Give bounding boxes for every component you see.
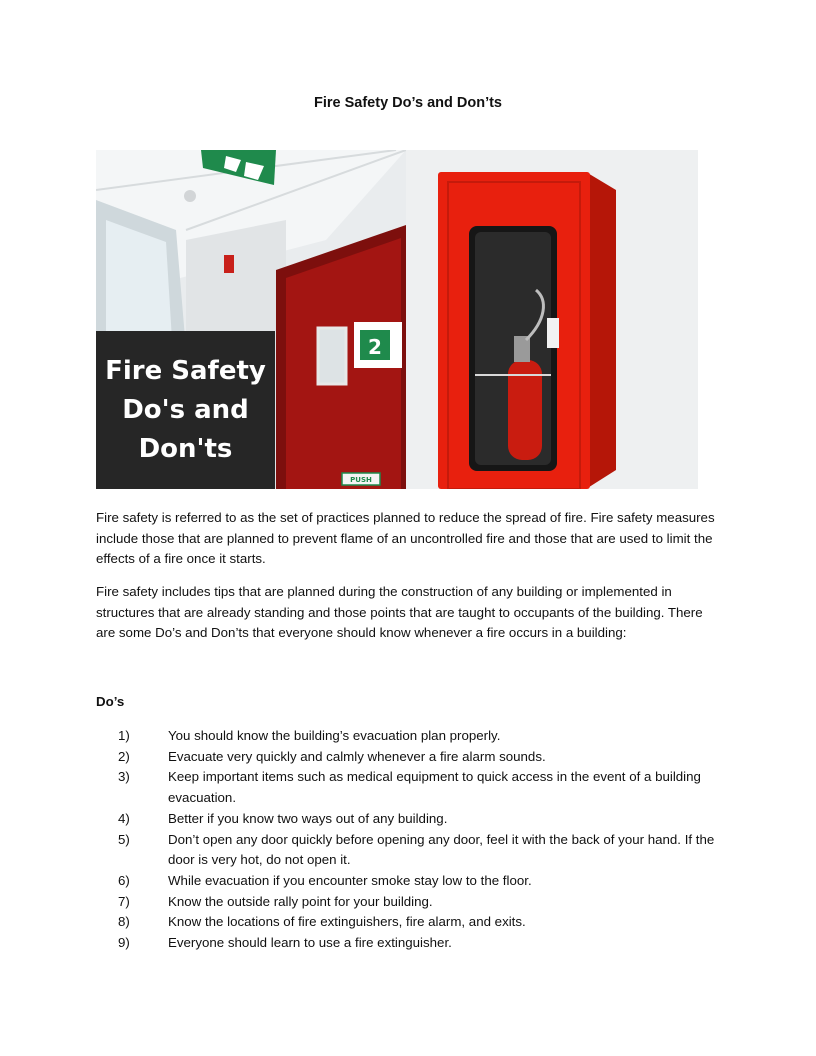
list-item-number: 4) bbox=[118, 810, 130, 826]
list-item-text: Keep important items such as medical equipment to quick access in the event of a building evacuation. bbox=[168, 769, 701, 806]
list-item-text: Don’t open any door quickly before opening any door, feel it with the back of your hand. If the door is very hot, do not open it. bbox=[168, 831, 715, 868]
list-item bbox=[96, 892, 721, 913]
document-title: Fire Safety Do’s and Don’ts bbox=[314, 95, 502, 111]
list-item bbox=[96, 726, 721, 747]
list-item-text: Everyone should learn to use a fire extinguisher. bbox=[168, 935, 452, 951]
list-item-number: 8) bbox=[118, 914, 130, 930]
list-item bbox=[96, 933, 721, 954]
hero-overlay-line: Do's and bbox=[122, 394, 249, 425]
tips-paragraph: Fire safety includes tips that are planned during the construction of any building or implemented in structures that are already standing and those points that are taught to occupants of the building. There are some Do’s and Don’ts that everyone should know whenever a fire occurs in a building: bbox=[96, 584, 703, 640]
list-item bbox=[96, 912, 721, 933]
list-item-number: 2) bbox=[118, 748, 130, 764]
list-item-number: 5) bbox=[118, 831, 130, 847]
hero-image bbox=[96, 150, 698, 489]
list-item-text: Know the outside rally point for your building. bbox=[168, 893, 433, 909]
intro-paragraph: Fire safety is referred to as the set of practices planned to reduce the spread of fire. Fire safety measures include those that are planned to prevent flame of an uncontrolled fire and those that are used to limit the effects of a fire once it starts. bbox=[96, 510, 715, 566]
hero-overlay-line: Fire Safety bbox=[105, 355, 266, 386]
fire-alarm-icon bbox=[224, 255, 234, 273]
dos-list bbox=[96, 726, 721, 954]
hero-overlay-caption bbox=[96, 331, 275, 489]
list-item bbox=[96, 767, 721, 808]
dos-heading: Do’s bbox=[96, 694, 125, 709]
list-item-number: 3) bbox=[118, 769, 130, 785]
exit-number-label: 2 bbox=[368, 335, 382, 359]
list-item bbox=[96, 871, 721, 892]
list-item-number: 9) bbox=[118, 935, 130, 951]
list-item-text: Evacuate very quickly and calmly whenever a fire alarm sounds. bbox=[168, 748, 546, 764]
hero-overlay-line: Don'ts bbox=[138, 433, 233, 464]
list-item-text: You should know the building’s evacuation plan properly. bbox=[168, 728, 501, 743]
list-item-text: Better if you know two ways out of any building. bbox=[168, 810, 448, 826]
list-item-number: 6) bbox=[118, 872, 130, 888]
push-label: PUSH bbox=[350, 476, 372, 484]
list-item bbox=[96, 747, 721, 768]
list-item-text: Know the locations of fire extinguishers, fire alarm, and exits. bbox=[168, 914, 526, 930]
list-item-number: 1) bbox=[118, 728, 130, 743]
list-item bbox=[96, 830, 721, 871]
list-item bbox=[96, 809, 721, 830]
list-item-text: While evacuation if you encounter smoke stay low to the floor. bbox=[168, 872, 532, 888]
list-item-number: 7) bbox=[118, 893, 130, 909]
